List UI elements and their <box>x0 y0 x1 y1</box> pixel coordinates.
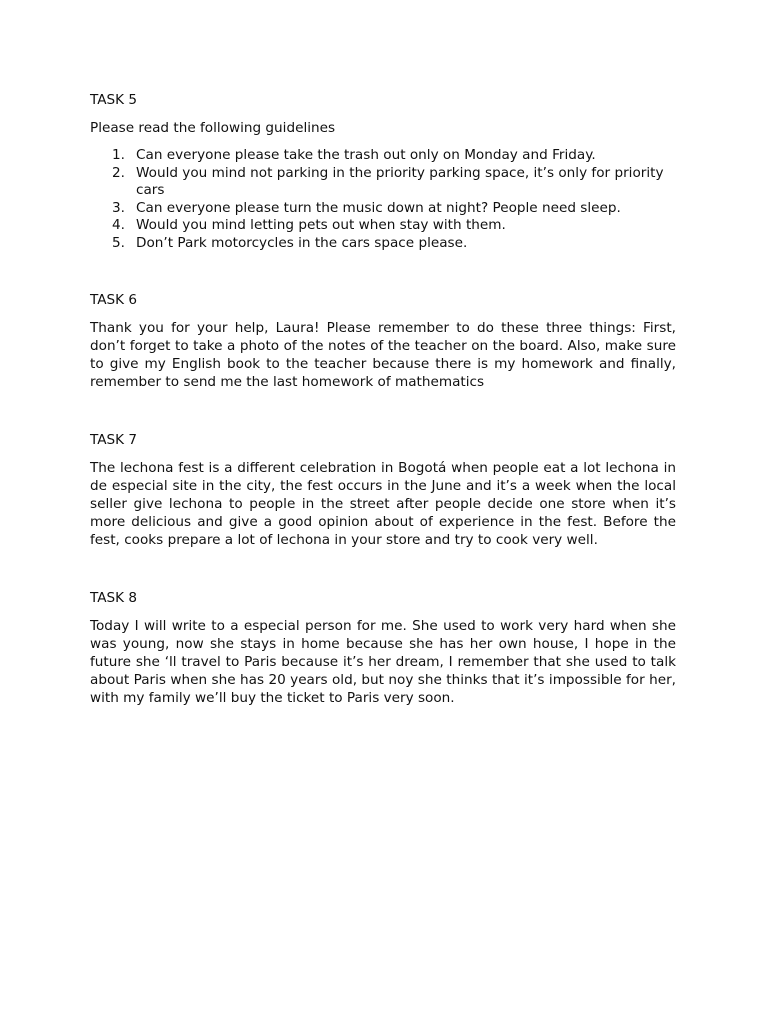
list-item-number: 1. <box>112 147 125 163</box>
document-page <box>90 91 676 707</box>
list-item-text: Don’t Park motorcycles in the cars space please. <box>136 234 468 251</box>
task-6-heading: TASK 6 <box>90 292 138 308</box>
list-item-number: 3. <box>112 199 125 216</box>
list-item-text: Would you mind letting pets out when stay with them. <box>136 217 506 233</box>
task-5-heading: TASK 5 <box>90 92 138 108</box>
list-item <box>90 235 676 253</box>
list-item <box>90 217 676 235</box>
task-8-paragraph: Today I will write to a especial person for me. She used to work very hard when she was young, now she stays in home because she has her own house, I hope in the future she ‘ll travel to Paris because it’s her dream, I remember that she used to talk about Paris when she has 20 years old, but noy she thinks that it’s impossible for her, with my family we’ll buy the ticket to Paris very soon. <box>90 618 676 706</box>
task-7-heading: TASK 7 <box>90 432 138 448</box>
task-6-paragraph: Thank you for your help, Laura! Please remember to do these three things: First, don’t forget to take a photo of the notes of the teacher on the board. Also, make sure to give my English book to the teacher because there is my homework and finally, remember to send me the last homework of mathematics <box>90 320 676 390</box>
task-8-section <box>90 589 676 707</box>
task-5-intro: Please read the following guidelines <box>90 120 336 136</box>
list-item-number: 4. <box>112 217 125 233</box>
task-5-section <box>90 91 676 252</box>
task-7-paragraph: The lechona fest is a different celebration in Bogotá when people eat a lot lechona in de especial site in the city, the fest occurs in the June and it’s a week when the local seller give lechona to people in the street after people decide one store when it’s more delicious and give a good opinion about of experience in the fest. Before the fest, cooks prepare a lot of lechona in your store and try to cook very well. <box>90 460 676 548</box>
list-item-text: Can everyone please take the trash out only on Monday and Friday. <box>136 147 596 163</box>
guidelines-list <box>90 147 676 252</box>
task-8-heading: TASK 8 <box>90 590 138 606</box>
list-item-text: Would you mind not parking in the priority parking space, it’s only for priority cars <box>136 164 664 198</box>
list-item-number: 5. <box>112 234 125 251</box>
list-item <box>90 147 676 165</box>
list-item <box>90 200 676 218</box>
list-item-text: Can everyone please turn the music down at night? People need sleep. <box>136 199 621 216</box>
task-6-section <box>90 291 676 391</box>
list-item <box>90 165 676 200</box>
list-item-number: 2. <box>112 164 125 181</box>
task-7-section <box>90 431 676 549</box>
